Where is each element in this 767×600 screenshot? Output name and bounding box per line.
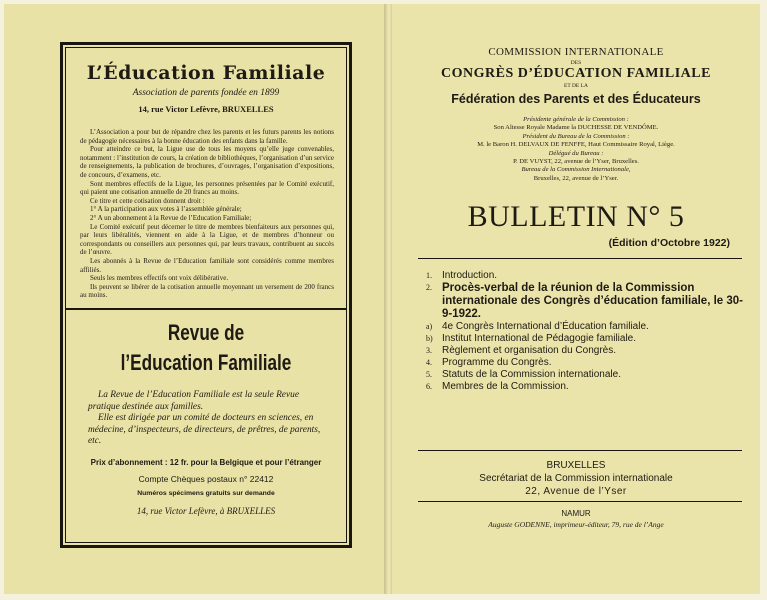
- toc-text: Membres de la Commission.: [442, 381, 569, 392]
- toc-number: 2.: [426, 283, 432, 292]
- body-paragraph: L’Association a pour but de répandre chez les parents et les futurs parents les notions de pédagogie nécessaires à la bonne éducation des enfants dans la famille.: [80, 128, 334, 145]
- heading-connector: ET DE LA: [563, 83, 589, 89]
- toc-top-rule: [418, 258, 742, 259]
- toc-number: 1.: [426, 271, 432, 280]
- revue-paragraph: Elle est dirigée par un comité de docteurs en sciences, en médecine, d’inspecteurs, de directeurs, de prêtres, de parents, etc.: [88, 413, 321, 447]
- revue-title-line1: Revue de: [167, 320, 245, 345]
- association-title: L’Éducation Familiale: [86, 62, 326, 84]
- officers-directory: [392, 116, 760, 183]
- printer-imprint: Auguste GODENNE, imprimeur-éditeur, 79, rue de l’Ange: [488, 520, 664, 529]
- toc-item: [426, 381, 744, 393]
- body-paragraph: Seuls les membres effectifs ont voix délibérative.: [90, 274, 229, 283]
- body-paragraph: Sont membres effectifs de la Ligue, les personnes présentées par le Comité exécutif, qui paient une cotisation annuelle de 20 francs au moins.: [80, 179, 334, 197]
- publisher-city: BRUXELLES: [546, 460, 606, 471]
- association-address: 14, rue Victor Lefèvre, BRUXELLES: [138, 104, 274, 114]
- revue-title-line2: l’Education Familiale: [120, 350, 292, 375]
- association-body: [80, 128, 334, 300]
- body-paragraph: Ils peuvent se libérer de la cotisation annuelle moyennant un versement de 200 francs au moins.: [80, 282, 334, 300]
- bulletin-title: BULLETIN N° 5: [467, 200, 685, 233]
- body-paragraph: 1° A la participation aux votes à l’assemblée générale;: [90, 205, 242, 214]
- toc-number: a): [426, 322, 433, 331]
- directory-entry: Son Altesse Royale Madame la DUCHESSE DE VENDÔME.: [493, 124, 659, 132]
- toc-text: Introduction.: [442, 270, 498, 281]
- toc-number: b): [426, 334, 433, 343]
- left-page: [4, 4, 384, 594]
- toc-number: 3.: [426, 346, 432, 355]
- revue-body: [88, 390, 328, 448]
- revue-address: 14, rue Victor Lefèvre, à BRUXELLES: [136, 506, 276, 516]
- toc-text: 4e Congrès International d’Éducation familiale.: [442, 321, 649, 332]
- postal-account: Compte Chèques postaux n° 22412: [138, 474, 274, 484]
- toc-item: [426, 282, 744, 321]
- association-subtitle: Association de parents fondée en 1899: [132, 88, 280, 98]
- directory-entry: M. le Baron H. DELVAUX DE FENFFE, Haut Commissaire Royal, Liège.: [477, 141, 675, 149]
- body-paragraph: Ce titre et cette cotisation donnent droit :: [90, 196, 205, 205]
- toc-item: [426, 369, 744, 381]
- right-page: [392, 4, 760, 594]
- toc-number: 4.: [426, 358, 432, 367]
- directory-label: Président du Bureau de la Commission :: [522, 132, 630, 140]
- body-paragraph: Le Comité exécutif peut décerner le titre de membres bienfaiteurs aux personnes qui, par leurs libéralités, viennent en aide à la Ligue, et de membres d’honneur ou correspondants ou conseillers aux personnes qui, par leurs travaux, contribuent au succès de l’œuvre.: [80, 222, 334, 257]
- directory-entry: P. DE VUYST, 22, avenue de l’Yser, Bruxelles.: [513, 158, 639, 166]
- toc-text: Règlement et organisation du Congrès.: [442, 345, 616, 356]
- table-of-contents: [426, 270, 744, 393]
- body-paragraph: Pour atteindre ce but, la Ligue use de tous les moyens qu’elle juge convenables, notamment : l’institution de cours, la création de bibliothèques, l’organisation d’un service de renseignements, la publication de brochures, d’ouvrages, l’organisation d’expositions, de concours, d’examens, etc.: [80, 145, 334, 179]
- revue-paragraph: La Revue de l’Education Familiale est la seule Revue pratique destinée aux familles.: [88, 390, 299, 412]
- toc-item: [426, 321, 744, 333]
- toc-item: [426, 333, 744, 345]
- congress-heading: CONGRÈS D’ÉDUCATION FAMILIALE: [441, 66, 711, 81]
- printer-city: NAMUR: [561, 509, 591, 518]
- toc-text: Procès-verbal de la réunion de la Commission internationale des Congrès d’éducation familiale, le 30-9-1922.: [442, 282, 743, 320]
- toc-item: [426, 357, 744, 369]
- heading-connector: DES: [570, 60, 582, 66]
- federation-heading: Fédération des Parents et des Éducateurs: [451, 92, 701, 106]
- directory-label: Délégué du Bureau :: [548, 149, 604, 157]
- secretariat: Secrétariat de la Commission internationale: [479, 473, 673, 484]
- toc-number: 6.: [426, 382, 432, 391]
- edition-date: (Édition d’Octobre 1922): [608, 237, 730, 249]
- body-paragraph: 2° A un abonnement à la Revue de l’Education Familiale;: [90, 213, 252, 222]
- left-frame: [60, 42, 352, 548]
- toc-bottom-rule: [418, 450, 742, 451]
- commission-heading: COMMISSION INTERNATIONALE: [488, 46, 664, 58]
- body-paragraph: Les abonnés à la Revue de l’Education familiale sont considérés comme membres affiliés.: [80, 256, 334, 274]
- page-gutter: [384, 4, 392, 594]
- toc-item: [426, 270, 744, 282]
- toc-text: Programme du Congrès.: [442, 357, 552, 368]
- directory-label: Bureau de la Commission Internationale,: [521, 166, 631, 174]
- directory-label: Présidente générale de la Commission :: [523, 116, 629, 123]
- section-divider: [66, 308, 346, 310]
- specimen-note: Numéros spécimens gratuits sur demande: [137, 490, 275, 497]
- toc-number: 5.: [426, 370, 432, 379]
- directory-entry: Bruxelles, 22, avenue de l’Yser.: [533, 174, 619, 182]
- subscription-price: Prix d’abonnement : 12 fr. pour la Belgique et pour l’étranger: [90, 458, 322, 467]
- toc-item: [426, 345, 744, 357]
- toc-text: Institut International de Pédagogie familiale.: [442, 333, 637, 344]
- imprint-rule: [418, 501, 742, 502]
- secretariat-address: 22, Avenue de l’Yser: [525, 486, 627, 497]
- toc-text: Statuts de la Commission internationale.: [442, 369, 621, 380]
